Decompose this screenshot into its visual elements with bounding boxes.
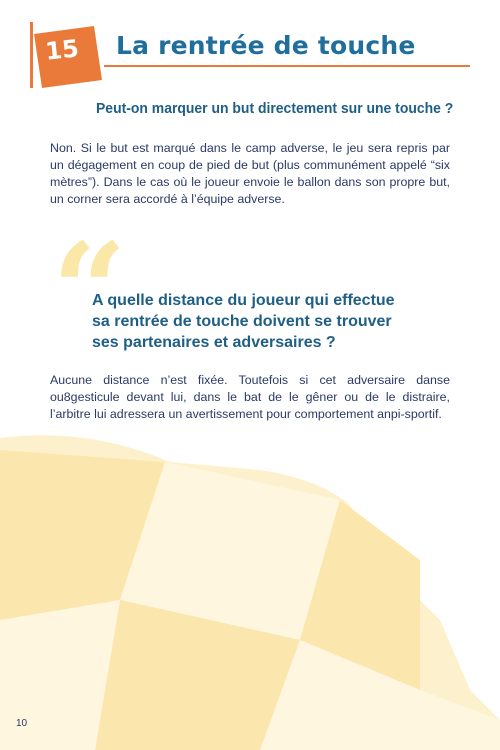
page-title: La rentrée de touche: [116, 31, 416, 60]
question-2-line: sa rentrée de touche doivent se trouver: [92, 313, 392, 330]
page-number: 10: [16, 718, 28, 729]
question-2: [92, 290, 422, 353]
question-2-line: ses partenaires et adversaires ?: [92, 334, 336, 351]
answer-1: Non. Si le but est marqué dans le camp adverse, le jeu sera repris par un dégagement en coup de pied de but (plus communément appelé “six mètres”). Dans le cas où le joueur envoie le ballon dans son propre but, un corner sera accordé à l’équipe adverse.: [50, 141, 450, 206]
question-1: Peut-on marquer un but directement sur une touche ?: [96, 100, 454, 117]
question-2-line: A quelle distance du joueur qui effectue: [92, 292, 395, 309]
title-underline: [104, 65, 470, 67]
quote-mark-icon: “: [52, 214, 127, 367]
answer-2: Aucune distance n’est fixée. Toutefois si cet adversaire danse ou8gesticule devant lui, dans le bat de le gêner ou de le distraire, l’arbitre lui adressera un avertissement pour comportement anpi-sportif.: [50, 373, 450, 421]
section-number: 15: [43, 34, 81, 66]
